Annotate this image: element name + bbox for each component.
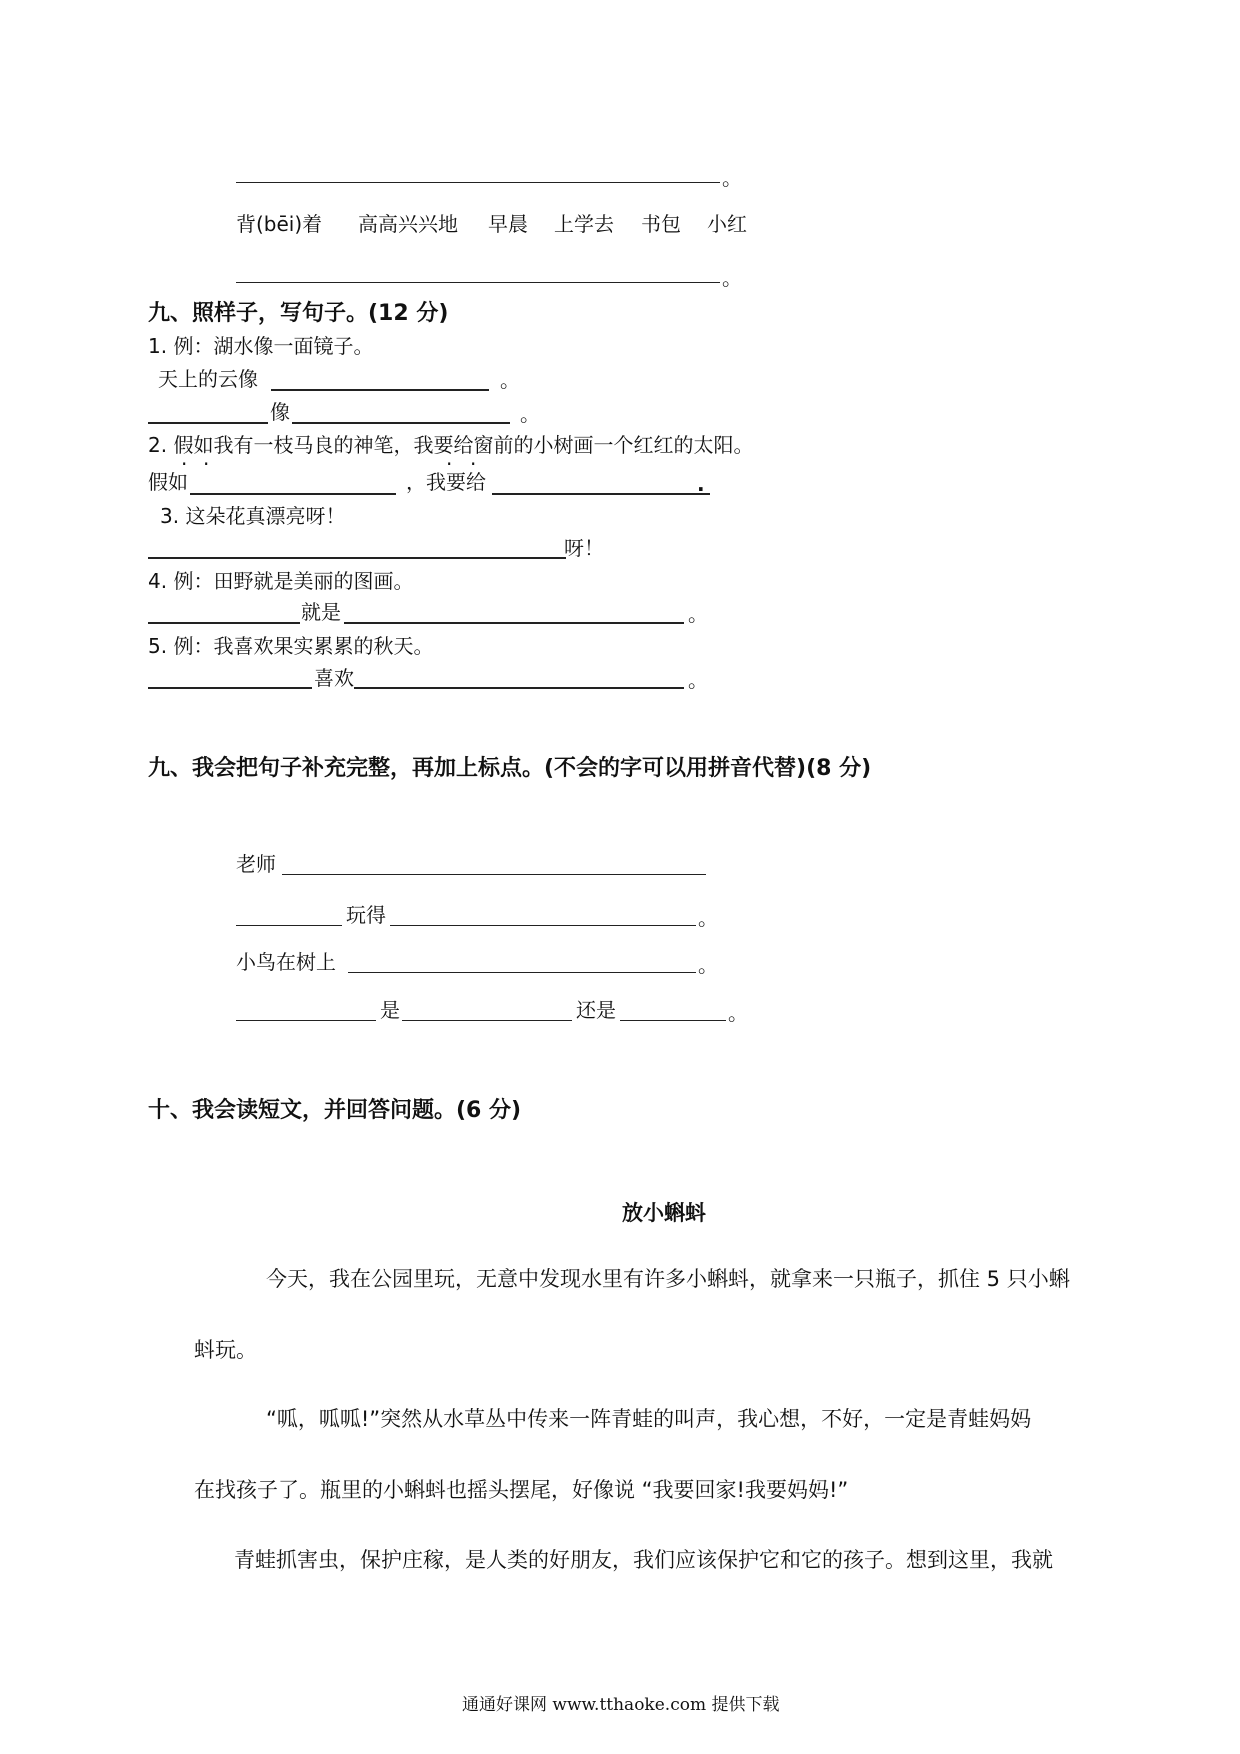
- period: .: [697, 472, 705, 496]
- example-sentence: 3. 这朵花真漂亮呀！: [160, 504, 346, 528]
- answer-line[interactable]: [348, 972, 696, 973]
- period: 。: [688, 668, 708, 692]
- answer-line[interactable]: [236, 282, 720, 283]
- word-item: 上学去: [554, 212, 614, 236]
- story-text: 在找孩子了。瓶里的小蝌蚪也摇头摆尾，好像说 “我要回家!我要妈妈!”: [194, 1478, 849, 1502]
- prompt-text: ，我要给: [406, 470, 486, 494]
- prompt-text: 是: [380, 998, 400, 1022]
- word-item: 小红: [707, 212, 747, 236]
- answer-line[interactable]: [236, 182, 720, 183]
- prompt-text: 老师: [236, 852, 276, 876]
- answer-line[interactable]: [402, 1020, 572, 1021]
- period: 。: [688, 602, 708, 626]
- emphasis-dot: ·: [446, 452, 453, 476]
- answer-line[interactable]: [148, 687, 312, 689]
- word-item: 书包: [641, 212, 681, 236]
- word-item: 高高兴兴地: [358, 212, 458, 236]
- section-title: 九、我会把句子补充完整，再加上标点。(不会的字可以用拼音代替)(8 分): [148, 756, 872, 781]
- answer-line[interactable]: [492, 493, 710, 495]
- story-text: 今天，我在公园里玩，无意中发现水里有许多小蝌蚪，就拿来一只瓶子，抓住 5 只小蝌: [266, 1267, 1070, 1291]
- answer-line[interactable]: [282, 874, 706, 875]
- example-sentence: 1. 例：湖水像一面镜子。: [148, 334, 374, 358]
- story-title: 放小蝌蚪: [622, 1201, 706, 1225]
- period: 。: [520, 402, 540, 426]
- prompt-text: 喜欢: [314, 666, 354, 690]
- answer-line[interactable]: [271, 389, 489, 391]
- answer-line[interactable]: [620, 1020, 726, 1021]
- prompt-text: 小鸟在树上: [236, 950, 336, 974]
- prompt-text: 天上的云像: [158, 367, 258, 391]
- emphasis-dot: ·: [470, 452, 477, 476]
- example-sentence: 4. 例：田野就是美丽的图画。: [148, 569, 414, 593]
- prompt-text: 假如: [148, 470, 188, 494]
- answer-line[interactable]: [190, 493, 396, 495]
- section-title: 十、我会读短文，并回答问题。(6 分): [148, 1098, 522, 1123]
- prompt-text: 就是: [301, 600, 341, 624]
- answer-line[interactable]: [148, 557, 566, 559]
- period: 。: [698, 953, 718, 977]
- answer-line[interactable]: [344, 622, 684, 624]
- answer-line[interactable]: [148, 622, 300, 624]
- period: 。: [722, 266, 742, 290]
- prompt-text: 呀！: [564, 536, 604, 560]
- footer-text: 通通好课网 www.tthaoke.com 提供下载: [462, 1695, 780, 1715]
- example-sentence: 2. 假如我有一枝马良的神笔，我要给窗前的小树画一个红红的太阳。: [148, 433, 754, 457]
- prompt-text: 像: [270, 400, 290, 424]
- emphasis-dot: ·: [203, 452, 210, 476]
- prompt-text: 还是: [576, 998, 616, 1022]
- story-text: 蚪玩。: [194, 1338, 257, 1362]
- word-item: 早晨: [488, 212, 528, 236]
- emphasis-dot: ·: [181, 452, 188, 476]
- period: 。: [722, 166, 742, 190]
- prompt-text: 玩得: [346, 903, 386, 927]
- answer-line[interactable]: [236, 1020, 376, 1021]
- example-sentence: 5. 例：我喜欢果实累累的秋天。: [148, 634, 434, 658]
- story-text: “呱，呱呱!”突然从水草丛中传来一阵青蛙的叫声，我心想，不好，一定是青蛙妈妈: [266, 1407, 1032, 1431]
- answer-line[interactable]: [236, 925, 342, 926]
- answer-line[interactable]: [292, 422, 510, 424]
- period: 。: [698, 906, 718, 930]
- word-item: 背(bēi)着: [236, 212, 323, 236]
- period: 。: [728, 1001, 748, 1025]
- answer-line[interactable]: [354, 687, 684, 689]
- period: 。: [500, 368, 520, 392]
- story-text: 青蛙抓害虫，保护庄稼，是人类的好朋友，我们应该保护它和它的孩子。想到这里，我就: [234, 1548, 1053, 1572]
- answer-line[interactable]: [390, 925, 696, 926]
- section-title: 九、照样子，写句子。(12 分): [148, 301, 449, 326]
- answer-line[interactable]: [148, 422, 268, 424]
